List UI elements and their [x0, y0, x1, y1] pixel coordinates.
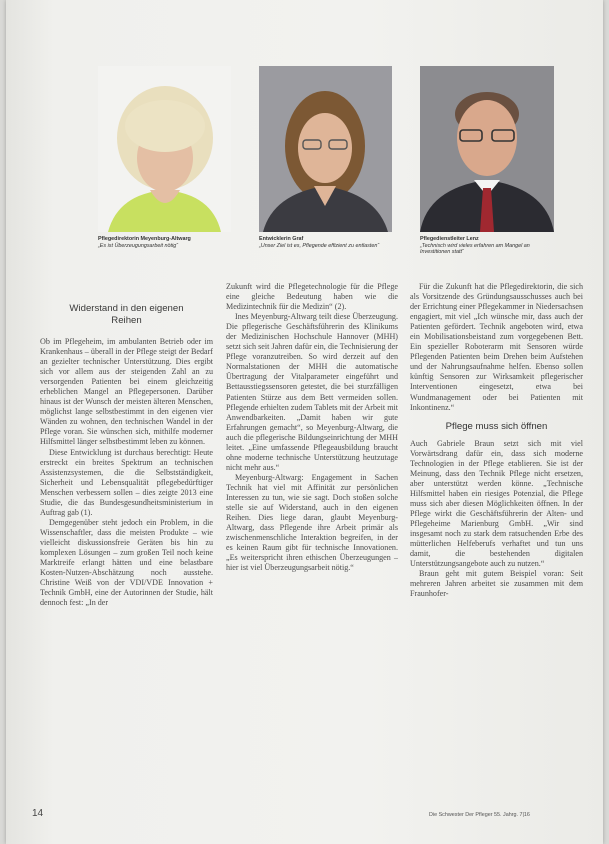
portrait-name: Pflegedienstleiter Lenz: [420, 236, 479, 242]
portrait-illustration: [420, 66, 554, 232]
portrait-name: Pflegedirektorin Meyenburg-Altwarg: [98, 236, 191, 242]
magazine-page: [6, 0, 603, 844]
article-paragraph: Auch Gabriele Braun setzt sich mit viel Vorwärtsdrang dafür ein, dass sich moderne Technologien in der Pflege etablieren. Sie ist der Meinung, dass den Technik Pflege nicht ersetzen, aber unterstützt werden könne. „Technische Hilfsmittel haben ein riesiges Potenzial, die Pflege muss sich aber diesen Möglichkeiten öffnen. In der Pflege wirkt die Geschäftsführerin der Alten- und Pflegeheime Marienburg GmbH. „Wir sind insgesamt noch zu stark dem ratsuchenden Erbe des mütterlichen Helfeberufs verhaftet und tun uns damit, die bestehenden digitalen Unterstützungsangebote auch zu nutzen.“: [410, 438, 583, 569]
article-paragraph: Meyenburg-Altwarg: Engagement in Sachen Technik hat viel mit Affinität zur persönlichen Interessen zu tun, wie sie sagt. Doch stoßen solche stelle sie auf Widerstand, auch in den eigenen Reihen. Dies liege daran, glaubt Meyenburg-Altwarg, dass Pflegende ihre Arbeit primär als zwischenmenschliche Interaktion begreifen, in der es keinen Raum gibt für technische Innovationen. „Es weiterspricht ihren ethischen Überzeugungen – hier ist viel Überzeugungsarbeit nötig.“: [226, 472, 398, 573]
article-column-2: [226, 282, 398, 802]
portrait-illustration: [98, 66, 231, 232]
journal-footer: Die Schwester Der Pfleger 55. Jahrg. 7|16: [429, 812, 530, 818]
portrait-quote: „Unser Ziel ist es, Pflegende effizient zu entlasten“: [259, 242, 380, 249]
section-heading: Widerstand in den eigenen Reihen: [69, 303, 184, 326]
page-number: 14: [32, 808, 44, 819]
portrait-caption: [420, 236, 560, 256]
portrait-photo-lenz: [420, 66, 554, 232]
article-paragraph: Für die Zukunft hat die Pflegedirektorin, die sich als Vorsitzende des Gründungsausschusses auch bei der Errichtung einer Pflegekammer in Niedersachsen engagiert, mit viel „Ich wünsche mir, dass auch der Patienten gefördert. Technik angeboten wird, etwa ein Mobilisationsbeistand zum vorgegebenen Bett. Ein spezieller Roboterarm mit Sensoren würde Pflegenden Patienten beim Drehen beim Aufstehen und der Nahrungsaufnahme helfen. Ebenso sollen künftig Sensoren zur Wirksamkeit pflegerischer Interventionen eingesetzt, etwa bei Wundmanagement oder bei Patienten mit Inkontinenz.“: [410, 282, 583, 412]
portrait-photo-graf: [259, 66, 392, 232]
article-paragraph: Braun geht mit gutem Beispiel voran: Seit mehreren Jahren arbeitet sie zusammen mit dem Fraunhofer-: [410, 569, 583, 599]
article-paragraph: Diese Entwicklung ist durchaus berechtigt: Heute erstreckt ein breites Spektrum an technischen Assistenzsystemen, die die Selbstständigkeit, Sicherheit und Lebensqualität pflegebedürftiger Menschen verbessern sollen – dies zeigte 2013 eine Studie, die das Bundesgesundheitsministerium in Auftrag gab (1).: [40, 447, 213, 517]
article-paragraph: Ob im Pflegeheim, im ambulanten Betrieb oder im Krankenhaus – überall in der Pflege steigt der Bedarf an gezielter technischer Unterstützung. Dies ergibt sich vor allem aus der steigenden Zahl an zu versorgenden Patienten bei einem gleichzeitig erheblichen Mangel an Pflegepersonen. Darüber hinaus ist der Wunsch der meisten älteren Menschen, möglichst lange selbstbestimmt in den eigenen vier Wänden zu wohnen, den technischen Wandel in der Pflege voran. Sie wünschen sich, mithilfe moderner Hilfsmittel länger selbstbestimmt leben zu können.: [40, 337, 213, 447]
portrait-name: Entwicklerin Graf: [259, 236, 304, 242]
article-paragraph: Ines Meyenburg-Altwarg teilt diese Überzeugung. Die pflegerische Geschäftsführerin des Klinikums der Medizinischen Hochschule Hannover (MHH) setzt sich seit Jahren dafür ein, die Technisierung der Pflege voranzutreiben. So wird derzeit auf den Normalstationen der MHH die automatische Übertragung der Vitalparameter eingeführt und Bettausstiegssensoren getestet, die bei sturzfälligen Patienten Stürze aus dem Bett vermeiden sollen. Pflegende erhielten zudem Tablets mit der Arbeit mit Anwendbarkeiten. „Damit haben wir gute Erfahrungen gemacht“, so Meyenburg-Altwarg, die auch die pflegerische Bildungseinrichtung der MHH leitet. „Eine umfassende Pflegeausbildung braucht ohne moderne technische Unterstützung heutzutage nicht mehr aus.“: [226, 312, 398, 472]
article-column-1: [40, 303, 213, 801]
portrait-caption: [259, 236, 389, 249]
portrait-quote: „Es ist Überzeugungsarbeit nötig“: [98, 242, 179, 249]
portrait-quote: „Technisch wird vieles erfahren am Mangel an Investitionen statt“: [420, 242, 530, 256]
article-paragraph: Demgegenüber steht jedoch ein Problem, in die Wissenschaftler, dass die meisten Produkte – wie vielleicht diskussionsfreie Geräten bis hin zu komplexen Lösungen – zum großen Teil noch keine Marktreife erlangt hätten und eine belastbare Kosten-Nutzen-Abschätzung noch ausstehe. Christine Weiß von der VDI/VDE Innovation + Technik GmbH, eine der Autorinnen der Studie, hält dennoch fest: „In der: [40, 517, 213, 608]
article-column-3: [410, 282, 583, 802]
portrait-illustration: [259, 66, 392, 232]
portrait-photo-meyenburg: [98, 66, 231, 232]
portrait-caption: [98, 236, 238, 249]
section-heading: Pflege muss sich öffnen: [445, 420, 548, 432]
article-paragraph: Zukunft wird die Pflegetechnologie für die Pflege eine gleiche Bedeutung haben wie die Medizintechnik für die Medizin“ (2).: [226, 282, 398, 312]
